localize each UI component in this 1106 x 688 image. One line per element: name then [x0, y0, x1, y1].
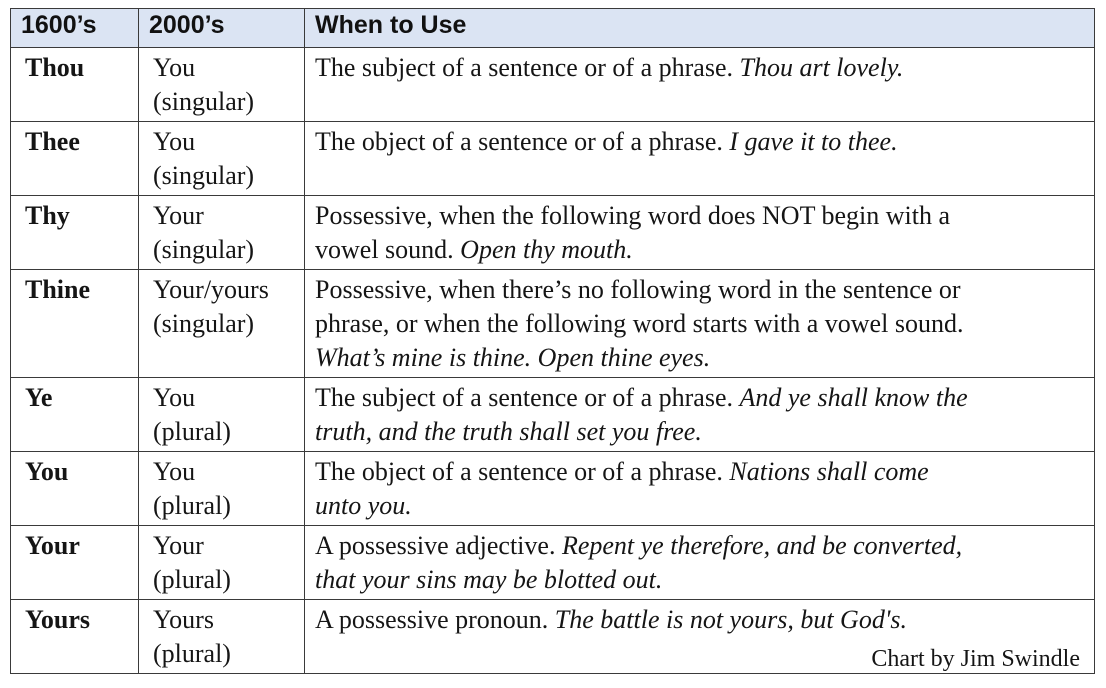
- usage-text: The subject of a sentence or of a phrase.: [315, 53, 733, 82]
- usage-description: [305, 526, 1095, 600]
- header-1600s: 1600’s: [11, 9, 139, 48]
- modern-equivalent: [139, 122, 305, 196]
- modern-line: You: [153, 53, 196, 82]
- modern-line: Your/yours: [153, 275, 269, 304]
- usage-example: Nations shall come: [729, 457, 929, 486]
- usage-description: [305, 378, 1095, 452]
- modern-line: (plural): [153, 491, 231, 520]
- modern-line: (singular): [153, 161, 255, 190]
- usage-text: A possessive pronoun.: [315, 605, 549, 634]
- modern-line: (plural): [153, 417, 231, 446]
- modern-equivalent: [139, 270, 305, 378]
- header-2000s: 2000’s: [139, 9, 305, 48]
- modern-equivalent: [139, 378, 305, 452]
- modern-line: Your: [153, 531, 204, 560]
- modern-line: (singular): [153, 235, 255, 264]
- usage-text: phrase, or when the following word starts with a vowel sound.: [315, 309, 964, 338]
- table-row: [11, 122, 1095, 196]
- usage-line: [315, 603, 1086, 637]
- header-row: [11, 9, 1095, 48]
- old-pronoun: Thou: [11, 48, 139, 122]
- usage-line: [315, 415, 1086, 449]
- table-body: [11, 48, 1095, 674]
- usage-line: [315, 489, 1086, 523]
- modern-line: (singular): [153, 309, 255, 338]
- old-pronoun: Thine: [11, 270, 139, 378]
- usage-line: [315, 455, 1086, 489]
- usage-example: And ye shall know the: [739, 383, 968, 412]
- modern-line: Yours: [153, 605, 214, 634]
- usage-description: [305, 196, 1095, 270]
- modern-equivalent: [139, 526, 305, 600]
- usage-line: [315, 51, 1086, 85]
- usage-text: A possessive adjective.: [315, 531, 556, 560]
- usage-example: unto you.: [315, 491, 412, 520]
- usage-text: Possessive, when the following word does NOT begin with a: [315, 201, 951, 230]
- modern-equivalent: [139, 48, 305, 122]
- usage-example: The battle is not yours, but God's.: [554, 605, 908, 634]
- usage-line: [315, 199, 1086, 233]
- usage-text: Possessive, when there’s no following word in the sentence or: [315, 275, 961, 304]
- old-pronoun: Yours: [11, 600, 139, 674]
- table-row: [11, 452, 1095, 526]
- usage-description: [305, 122, 1095, 196]
- header-when-to-use: When to Use: [305, 9, 1095, 48]
- old-pronoun: Ye: [11, 378, 139, 452]
- usage-line: [315, 381, 1086, 415]
- usage-description: [305, 270, 1095, 378]
- table-row: [11, 378, 1095, 452]
- usage-text: The object of a sentence or of a phrase.: [315, 457, 723, 486]
- pronoun-table: [10, 8, 1095, 674]
- modern-line: (plural): [153, 565, 231, 594]
- usage-example: Repent ye therefore, and be converted,: [561, 531, 963, 560]
- modern-line: You: [153, 457, 196, 486]
- old-pronoun: Thy: [11, 196, 139, 270]
- old-pronoun: Thee: [11, 122, 139, 196]
- usage-text: The subject of a sentence or of a phrase.: [315, 383, 733, 412]
- usage-line: [315, 529, 1086, 563]
- modern-line: (singular): [153, 87, 255, 116]
- usage-line: [315, 563, 1086, 597]
- modern-line: Your: [153, 201, 204, 230]
- usage-example: Open thy mouth.: [460, 235, 633, 264]
- modern-line: You: [153, 383, 196, 412]
- modern-equivalent: [139, 600, 305, 674]
- old-pronoun: You: [11, 452, 139, 526]
- usage-description: [305, 452, 1095, 526]
- usage-example: that your sins may be blotted out.: [315, 565, 663, 594]
- pronoun-chart: [10, 8, 1094, 674]
- usage-line: [315, 341, 1086, 375]
- usage-example: What’s mine is thine. Open thine eyes.: [315, 343, 711, 372]
- table-row: [11, 270, 1095, 378]
- usage-example: I gave it to thee.: [729, 127, 898, 156]
- table-row: [11, 526, 1095, 600]
- usage-text: vowel sound.: [315, 235, 454, 264]
- table-row: [11, 48, 1095, 122]
- modern-line: (plural): [153, 639, 231, 668]
- usage-text: The object of a sentence or of a phrase.: [315, 127, 723, 156]
- modern-equivalent: [139, 452, 305, 526]
- usage-line: [315, 125, 1086, 159]
- table-row: [11, 196, 1095, 270]
- usage-line: [315, 233, 1086, 267]
- usage-line: [315, 273, 1086, 307]
- chart-credit: Chart by Jim Swindle: [871, 646, 1080, 672]
- usage-line: [315, 307, 1086, 341]
- usage-example: Thou art lovely.: [739, 53, 904, 82]
- modern-equivalent: [139, 196, 305, 270]
- modern-line: You: [153, 127, 196, 156]
- usage-example: truth, and the truth shall set you free.: [315, 417, 702, 446]
- usage-description: [305, 48, 1095, 122]
- old-pronoun: Your: [11, 526, 139, 600]
